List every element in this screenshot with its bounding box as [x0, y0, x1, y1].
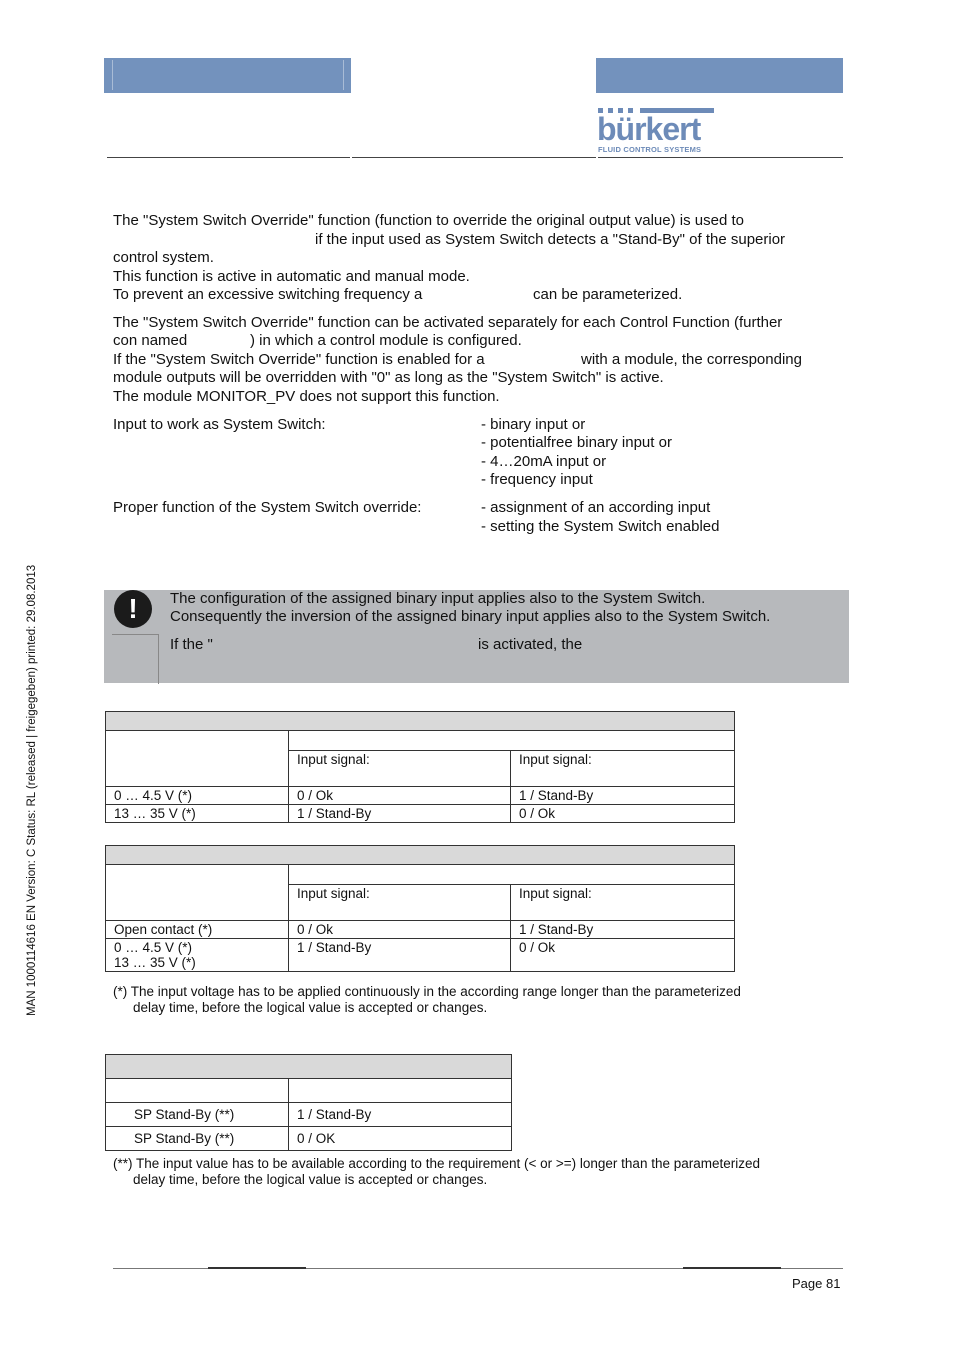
body-text: If the "System Switch Override" function is enabled for a	[113, 351, 485, 368]
header-bar-left-inner-line-2	[343, 60, 344, 90]
footnote: delay time, before the logical value is accepted or changes.	[133, 1172, 488, 1187]
table-cell: 1 / Stand-By	[511, 787, 735, 805]
note-icon-frame	[112, 634, 159, 684]
body-text: The "System Switch Override" function can be activated separately for each Control Function (further	[113, 314, 783, 331]
table-cell	[106, 939, 289, 972]
exclamation-icon: !	[114, 590, 152, 628]
body-text: The module MONITOR_PV does not support this function.	[113, 388, 500, 405]
list-item: - assignment of an according input	[481, 499, 711, 516]
table-cell: Input signal:	[511, 885, 735, 921]
table-header	[106, 1055, 512, 1079]
table-cell: 1 / Stand-By	[289, 805, 511, 823]
header-rule	[107, 157, 350, 158]
body-text: con named	[113, 332, 188, 349]
body-text: module outputs will be overridden with "0" as long as the "System Switch" is active.	[113, 369, 664, 386]
table-cell	[289, 1079, 512, 1103]
cell-line: 13 … 35 V (*)	[114, 955, 196, 970]
list-item: - frequency input	[481, 471, 593, 488]
table-row	[106, 921, 735, 939]
header-rule	[598, 157, 843, 158]
note-box	[104, 590, 849, 683]
table-cell: SP Stand-By (**)	[106, 1103, 289, 1127]
table-cell: 1 / Stand-By	[511, 921, 735, 939]
page-number: Page 81	[792, 1276, 841, 1291]
brand-logo: bürkert	[597, 111, 701, 147]
header-bar-right	[596, 58, 843, 93]
table-cell: 0 / Ok	[511, 805, 735, 823]
body-text: control system.	[113, 249, 214, 266]
note-line: Consequently the inversion of the assigned binary input applies also to the System Switch.	[170, 608, 771, 625]
table-cell: Input signal:	[511, 751, 735, 787]
input-list-label: Input to work as System Switch:	[113, 416, 326, 433]
table-cell	[106, 1079, 289, 1103]
table-cell	[106, 731, 289, 787]
proper-list-label: Proper function of the System Switch override:	[113, 499, 422, 516]
table-row	[106, 1127, 512, 1151]
table-cell: 0 / OK	[289, 1127, 512, 1151]
table-row	[106, 787, 735, 805]
cell-line: 0 … 4.5 V (*)	[114, 940, 193, 955]
body-text: with a module, the corresponding	[581, 351, 802, 368]
list-item: - potentialfree binary input or	[481, 434, 672, 451]
potentialfree-input-table	[105, 845, 735, 972]
list-item: - 4…20mA input or	[481, 453, 607, 470]
table-header	[106, 712, 735, 731]
table-cell: Input signal:	[289, 885, 511, 921]
list-item: - binary input or	[481, 416, 586, 433]
footnote: (*) The input voltage has to be applied continuously in the according range longer than the parameterized	[113, 984, 741, 999]
body-text: ) in which a control module is configured.	[250, 332, 522, 349]
brand-tagline: FLUID CONTROL SYSTEMS	[598, 145, 702, 154]
table-row	[106, 805, 735, 823]
note-line	[170, 636, 770, 654]
footer-rule-accent	[683, 1267, 781, 1269]
table-cell	[289, 731, 735, 751]
body-text: The "System Switch Override" function (function to override the original output value) is used to	[113, 212, 744, 229]
table-cell: 1 / Stand-By	[289, 939, 511, 972]
footnote: (**) The input value has to be available according to the requirement (< or >=) longer than the parameterized	[113, 1156, 761, 1171]
footer-rule-accent	[208, 1267, 306, 1269]
body-text: can be parameterized.	[533, 286, 683, 303]
binary-input-table	[105, 711, 735, 823]
footnote: delay time, before the logical value is accepted or changes.	[133, 1000, 488, 1015]
table-cell: SP Stand-By (**)	[106, 1127, 289, 1151]
table-cell: 0 … 4.5 V (*)	[106, 787, 289, 805]
note-text	[170, 590, 770, 654]
note-line-a: If the "	[170, 636, 213, 653]
table-cell: 0 / Ok	[511, 939, 735, 972]
header-bar-left-inner-line	[112, 60, 113, 90]
list-item: - setting the System Switch enabled	[481, 518, 720, 535]
note-line: The configuration of the assigned binary input applies also to the System Switch.	[170, 590, 706, 607]
table-cell: 13 … 35 V (*)	[106, 805, 289, 823]
header-rule	[352, 157, 596, 158]
table-cell: 0 / Ok	[289, 787, 511, 805]
note-line-b: is activated, the	[478, 636, 583, 653]
table-cell: Open contact (*)	[106, 921, 289, 939]
table-header	[106, 846, 735, 865]
table-cell: Input signal:	[289, 751, 511, 787]
body-text: if the input used as System Switch detects a "Stand-By" of the superior	[315, 231, 786, 248]
table-row	[106, 939, 735, 972]
table-row	[106, 1103, 512, 1127]
body-text: To prevent an excessive switching frequency a	[113, 286, 423, 303]
table-cell: 0 / Ok	[289, 921, 511, 939]
table-cell: 1 / Stand-By	[289, 1103, 512, 1127]
body-text: This function is active in automatic and manual mode.	[113, 268, 470, 285]
table-cell	[106, 865, 289, 921]
header-bar-left	[104, 58, 351, 93]
analog-input-table	[105, 1054, 512, 1151]
table-cell	[289, 865, 735, 885]
